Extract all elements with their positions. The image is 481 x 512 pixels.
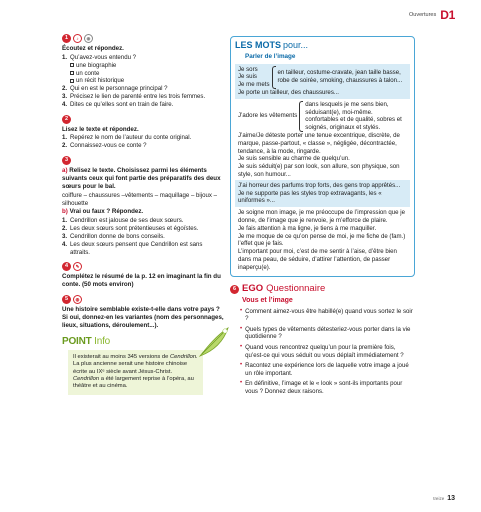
- exercise-number: 2: [62, 115, 71, 124]
- point-info-title: POINT Info: [62, 336, 111, 348]
- ego-title-suffix: Questionnaire: [266, 283, 326, 295]
- vocabulary-subtitle: Parler de l’image: [245, 52, 296, 60]
- vocabulary-title: LES MOTS pour...: [235, 40, 309, 50]
- list-item: • Quand vous rencontrez quelqu’un pour la première fois, qu’est-ce qui vous séduit ou vous déplaît immédiatement ?: [240, 343, 404, 359]
- checkbox[interactable]: [70, 71, 74, 75]
- statement: Cendrillon est jalouse de ses deux sœurs.: [70, 217, 184, 225]
- option-label: un conte: [76, 69, 100, 77]
- exercise-number: 1: [62, 34, 71, 43]
- vocabulary-group: J’ai horreur des parfums trop forts, des gens trop apprêtés... Je ne supporte pas les styles trop extravagants, les « uniformes »...: [235, 180, 410, 207]
- left-column: [62, 34, 224, 436]
- point-info-box: [62, 336, 224, 436]
- exercise-number: 6: [230, 285, 239, 294]
- question: Précisez le lien de parenté entre les trois femmes.: [70, 92, 206, 100]
- exercise-title: Relisez le texte. Choisissez parmi les éléments suivants ceux qui font partie des préparatifs des deux sœurs pour le bal.: [62, 167, 221, 190]
- point-info-text: Il existerait au moins 345 versions de Cendrillon. La plus ancienne serait une histoire chinoise écrite au IXᵉ siècle avant Jésus-Christ. Cendrillon a été largement reprise à l’opéra, au théâtre et au cinéma.: [68, 350, 203, 395]
- list-item: • Racontez une expérience lors de laquelle votre image a joué un rôle important.: [240, 361, 409, 377]
- question: Qu’avez-vous entendu ?: [70, 53, 137, 61]
- pencil-icon: ✎: [73, 262, 82, 271]
- leaf-illustration-icon: [194, 322, 234, 362]
- audio-icon: ♪: [73, 34, 82, 43]
- section-label: Ouvertures: [409, 12, 437, 19]
- question: Repérez le nom de l’auteur du conte original.: [70, 134, 192, 142]
- exercise-1: 1 ♪ ◉ Écoutez et répondez. 1. Qu’avez-vous entendu ? une biographie un conte un récit historique 2. Qui en est le personnage principal ? 3. Précisez le lien de parenté entre les trois femmes. 4. Dites ce qu’elles sont en train de faire.: [62, 34, 224, 109]
- ego-subtitle: Vous et l’image: [242, 296, 293, 304]
- brace: [299, 101, 303, 132]
- exercise-title: Complétez le résumé de la p. 12 en imaginant la fin du conte. (50 mots environ): [62, 273, 221, 289]
- exercise-3: 3 a) Relisez le texte. Choisissez parmi les éléments suivants ceux qui font partie des préparatifs des deux sœurs pour le bal. coiffure – chaussures –vêtements – maquillage – bijoux – silhouette b) Vrai ou faux ? Répondez. 1. Cendrillon est jalouse de ses deux sœurs. 2. Les deux sœurs sont prétentieuses et égoïstes. 3. Cendrillon donne de bons conseils. 4. Les deux sœurs pensent que Cendrillon est sans attraits.: [62, 156, 224, 256]
- exercise-title: Lisez le texte et répondez.: [62, 125, 139, 133]
- question: Qui en est le personnage principal ?: [70, 85, 168, 93]
- checkbox[interactable]: [70, 63, 74, 67]
- exercise-number: 5: [62, 295, 71, 304]
- statement: Les deux sœurs pensent que Cendrillon est sans attraits.: [70, 240, 203, 256]
- list-item: • Quels types de vêtements détesteriez-vous porter dans la vie quotidienne ?: [240, 325, 411, 341]
- page-word: treize: [433, 496, 445, 502]
- vocabulary-box: [230, 36, 415, 277]
- option-label: un récit historique: [76, 77, 125, 85]
- statement: Les deux sœurs sont prétentieuses et égoïstes.: [70, 225, 199, 233]
- brace: [272, 66, 276, 89]
- exercise-title: Vrai ou faux ? Répondez.: [69, 208, 144, 216]
- ego-title: EGO: [242, 283, 264, 295]
- right-column: [230, 36, 415, 398]
- question: Dites ce qu’elles sont en train de faire.: [70, 100, 174, 108]
- list-item: • Comment aimez-vous être habillé(e) quand vous sortez le soir ?: [240, 307, 413, 323]
- question: Connaissez-vous ce conte ?: [70, 142, 147, 150]
- element-list: coiffure – chaussures –vêtements – maquillage – bijoux – silhouette: [62, 191, 218, 207]
- part-label: a): [62, 167, 68, 175]
- statement: Cendrillon donne de bons conseils.: [70, 232, 165, 240]
- ego-questionnaire: [230, 283, 415, 395]
- section-code: D1: [440, 8, 455, 22]
- exercise-number: 4: [62, 262, 71, 271]
- exercise-2: 2 Lisez le texte et répondez. 1. Repérez le nom de l’auteur du conte original. 2. Connaissez-vous ce conte ?: [62, 115, 224, 151]
- exercise-number: 3: [62, 156, 71, 165]
- exercise-4: [62, 262, 224, 289]
- speech-icon: ◍: [73, 295, 82, 304]
- option-label: une biographie: [76, 61, 117, 69]
- vocabulary-group: Je sors Je suis Je me mets en tailleur, costume-cravate, jean taille basse, robe de soirée, smoking, chaussures à talon... Je porte un tailleur, des chaussures...: [235, 64, 410, 99]
- exercise-title: Écoutez et répondez.: [62, 45, 124, 52]
- checkbox[interactable]: [70, 79, 74, 83]
- cd-icon: ◉: [84, 34, 93, 43]
- part-label: b): [62, 208, 68, 216]
- page-number: 13: [447, 495, 455, 503]
- list-item: • En définitive, l’image et le « look » sont-ils importants pour vous ? Donnez deux raisons.: [240, 379, 403, 395]
- exercise-title: Une histoire semblable existe-t-elle dans votre pays ? Si oui, donnez-en les variantes (nom des personnages, lieux, situations, déroulement...).: [62, 306, 224, 330]
- page-footer: [433, 495, 455, 504]
- vocabulary-group: J’adore les vêtements dans lesquels je me sens bien, séduisant(e), moi-même. confortables et de qualité, sobres et soignés, originaux et stylés. J’aime/Je déteste porter une tenue excentrique, discrète, de marque, passe-partout, « classe », négligée, décontractée, tendance, à la mode, ringarde. Je suis sensible au charme de quelqu’un. Je suis séduit(e) par son look, son allure, son physique, son style, son humour...: [238, 100, 402, 178]
- page-header: [409, 8, 455, 23]
- vocabulary-group: Je soigne mon image, je me préoccupe de l’impression que je donne, de l’image que je renvoie, je m’efforce de plaire. Je fais attention à ma ligne, je tiens à me maquiller. Je me moque de ce qu’on pense de moi, je me fiche de (fam.) l’effet que je fais. L’important pour moi, c’est de me sentir à l’aise, d’être bien dans ma peau, de séduire, d’attirer l’attention, de passer inaperçu(e).: [238, 209, 406, 271]
